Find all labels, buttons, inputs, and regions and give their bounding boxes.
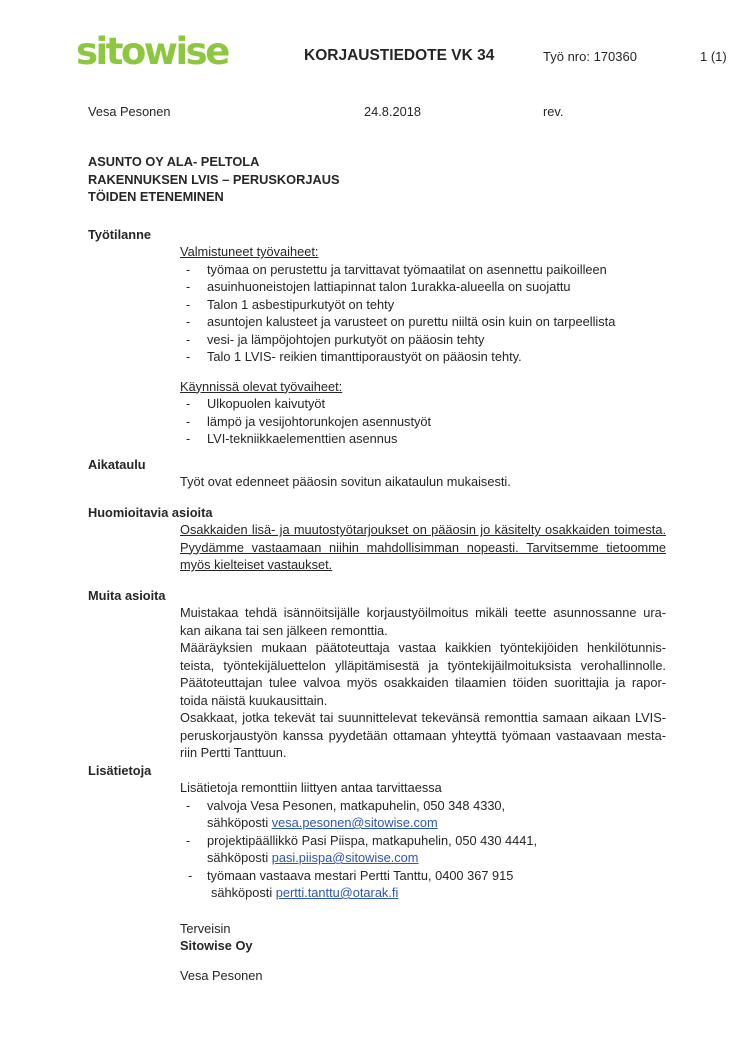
notice-line: myös kielteiset vastaukset. bbox=[180, 557, 333, 572]
schedule-text: Työt ovat edenneet pääosin sovitun aikataulun mukaisesti. bbox=[180, 474, 511, 489]
bullet-dash: - bbox=[186, 314, 191, 329]
email-label: sähköposti bbox=[211, 885, 273, 900]
section-label: Muita asioita bbox=[88, 587, 166, 603]
section-aikataulu bbox=[0, 456, 740, 491]
bullet-dash: - bbox=[186, 279, 191, 294]
bullet-dash: - bbox=[186, 797, 191, 813]
document-date: 24.8.2018 bbox=[364, 104, 421, 119]
list-item bbox=[180, 395, 666, 413]
contacts-intro: Lisätietoja remonttiin liittyen antaa tarvittaessa bbox=[180, 780, 442, 795]
section-tyotilanne bbox=[0, 226, 740, 448]
list-item bbox=[180, 313, 666, 331]
list-item bbox=[180, 348, 666, 366]
bullet-dash: - bbox=[188, 867, 193, 883]
bullet-dash: - bbox=[186, 413, 191, 429]
contact-line: projektipäällikkö Pasi Piispa, matkapuhelin, 050 430 4441, bbox=[207, 832, 538, 848]
author-name: Vesa Pesonen bbox=[88, 104, 171, 119]
list-item-text: asuinhuoneistojen lattiapinnat talon 1urakka-alueella on suojattu bbox=[207, 279, 571, 294]
signature-block bbox=[180, 920, 666, 985]
completed-works-heading: Valmistuneet työvaiheet: bbox=[180, 244, 319, 259]
body-line: Muistakaa tehdä isännöitsijälle korjaustyöilmoitus mikäli teette asunnossanne ura- bbox=[180, 605, 666, 620]
bullet-dash: - bbox=[186, 832, 191, 848]
list-item-text: asuntojen kalusteet ja varusteet on purettu niiltä osin kuin on tarpeellista bbox=[207, 314, 616, 329]
sitowise-logo: sitowise bbox=[76, 30, 228, 73]
bullet-dash: - bbox=[186, 349, 191, 364]
list-item-text: LVI-tekniikkaelementtien asennus bbox=[207, 431, 398, 446]
greeting: Terveisin bbox=[180, 920, 231, 936]
section-label: Huomioitavia asioita bbox=[88, 504, 213, 520]
list-item-text: Talo 1 LVIS- reikien timanttiporaustyöt on pääosin tehty. bbox=[207, 349, 522, 364]
list-item bbox=[180, 296, 666, 314]
signature-name: Vesa Pesonen bbox=[180, 967, 263, 983]
email-link[interactable]: pasi.piispa@sitowise.com bbox=[271, 850, 419, 865]
section-label: Lisätietoja bbox=[88, 762, 152, 778]
bullet-dash: - bbox=[186, 261, 191, 277]
document-title: KORJAUSTIEDOTE VK 34 bbox=[304, 47, 495, 64]
body-line: toida näistä kuukausittain. bbox=[180, 692, 328, 708]
body-line: Määräyksien mukaan päätoteuttaja vastaa kaikkien työntekijöiden henkilötunnis- bbox=[180, 640, 666, 655]
contact-item bbox=[180, 867, 666, 902]
section-huomioitavia bbox=[0, 504, 740, 574]
list-item bbox=[180, 331, 666, 349]
ongoing-works-heading: Käynnissä olevat työvaiheet: bbox=[180, 378, 343, 394]
list-item bbox=[180, 413, 666, 431]
contact-item bbox=[180, 797, 666, 832]
list-item-text: Ulkopuolen kaivutyöt bbox=[207, 396, 326, 411]
list-item-text: lämpö ja vesijohtorunkojen asennustyöt bbox=[207, 413, 432, 429]
company-name: Sitowise Oy bbox=[180, 938, 253, 953]
section-lisatietoja bbox=[0, 762, 740, 902]
list-item-text: Talon 1 asbestipurkutyöt on tehty bbox=[207, 296, 395, 312]
body-line: teista, työntekijäluettelon ylläpitämisestä ja työntekijäilmoituksista verohallinnolle. bbox=[180, 657, 666, 673]
body-line: Päätoteuttajan tulee valvoa myös osakkaiden tilaamien töiden suorittajia ja rapor- bbox=[180, 675, 666, 690]
section-muita bbox=[0, 587, 740, 762]
subject-line: RAKENNUKSEN LVIS – PERUSKORJAUS bbox=[88, 171, 340, 187]
bullet-dash: - bbox=[186, 331, 191, 347]
list-item-text: työmaa on perustettu ja tarvittavat työmaatilat on asennettu paikoilleen bbox=[207, 261, 607, 277]
subject-block bbox=[88, 153, 740, 206]
list-item-text: vesi- ja lämpöjohtojen purkutyöt on pääosin tehty bbox=[207, 331, 485, 347]
body-line: peruskorjaustyön kanssa pyydetään ottamaan yhteyttä työmaan vastaavaan mesta- bbox=[180, 727, 666, 743]
email-label: sähköposti bbox=[207, 815, 269, 830]
section-label: Työtilanne bbox=[88, 226, 152, 242]
body-line: riin Pertti Tanttuun. bbox=[180, 745, 287, 760]
email-link[interactable]: pertti.tanttu@otarak.fi bbox=[275, 885, 399, 900]
bullet-dash: - bbox=[186, 431, 191, 446]
contact-line: työmaan vastaava mestari Pertti Tanttu, 0400 367 915 bbox=[207, 867, 514, 883]
list-item bbox=[180, 430, 666, 448]
revision-label: rev. bbox=[543, 104, 564, 119]
list-item bbox=[180, 261, 666, 279]
subject-line: ASUNTO OY ALA- PELTOLA bbox=[88, 154, 260, 169]
list-item bbox=[180, 278, 666, 296]
document-body bbox=[0, 153, 740, 984]
page-number: 1 (1) bbox=[700, 49, 727, 64]
subject-line: TÖIDEN ETENEMINEN bbox=[88, 189, 224, 204]
body-line: kan aikana tai sen jälkeen remonttia. bbox=[180, 622, 388, 638]
contact-item bbox=[180, 832, 666, 867]
notice-line: Pyydämme vastaamaan niihin mahdollisimman nopeasti. Tarvitsemme tietoomme bbox=[180, 539, 666, 555]
email-label: sähköposti bbox=[207, 850, 269, 865]
job-number: Työ nro: 170360 bbox=[543, 49, 637, 64]
bullet-dash: - bbox=[186, 296, 191, 312]
section-label: Aikataulu bbox=[88, 456, 146, 472]
bullet-dash: - bbox=[186, 396, 191, 411]
body-line: Osakkaat, jotka tekevät tai suunnittelevat tekevänsä remonttia samaan aikaan LVIS- bbox=[180, 710, 666, 725]
contact-line: valvoja Vesa Pesonen, matkapuhelin, 050 348 4330, bbox=[207, 797, 506, 813]
notice-line: Osakkaiden lisä- ja muutostyötarjoukset on pääosin jo käsitelty osakkaiden toimesta. bbox=[180, 522, 666, 537]
email-link[interactable]: vesa.pesonen@sitowise.com bbox=[271, 815, 438, 830]
